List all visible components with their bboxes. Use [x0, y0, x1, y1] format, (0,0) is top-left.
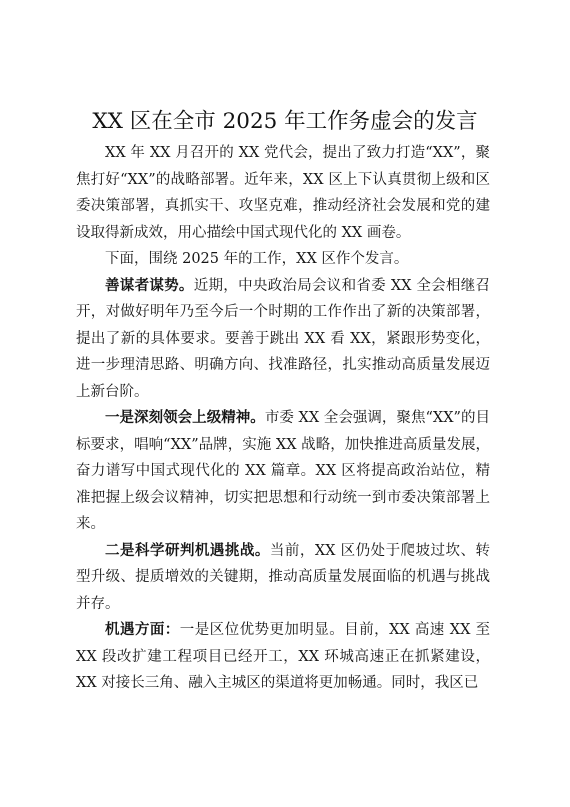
paragraph-text: 当前，XX 区仍处于爬坡过坎、转型升级、提质增效的关键期，推动高质量发展面临的机遇与挑战并存。: [76, 542, 491, 612]
paragraph-text: 近期，中央政治局会议和省委 XX 全会相继召开，对做好明年乃至今后一个时期的工作作出了新的决策部署，提出了新的具体要求。要善于跳出 XX 看 XX，紧跟形势变化，进一步理清思路、明确方向、找准路径，扎实推动高质量发展迈上新台阶。: [76, 277, 490, 400]
paragraph-point-two: [76, 538, 490, 618]
paragraph-text: XX 年 XX 月召开的 XX 党代会，提出了致力打造“XX”，聚焦打好“XX”的战略部署。近年来，XX 区上下认真贯彻上级和区委决策部署，真抓实干、攻坚克难，推动经济社会发展和党的建设取得新成效，用心描绘中国式现代化的 XX 画卷。: [76, 145, 490, 241]
document-body: [76, 140, 490, 697]
paragraph-strategy: [76, 273, 490, 406]
paragraph-lead: 善谋者谋势。: [105, 276, 194, 294]
paragraph-text: 一是区位优势更加明显。目前，XX 高速 XX 至 XX 段改扩建工程项目已经开工，XX 环城高速正在抓紧建设，XX 对接长三角、融入主城区的渠道将更加畅通。同时，我区已: [76, 622, 490, 691]
paragraph-lead: 一是深刻领会上级精神。: [105, 409, 265, 426]
paragraph-transition: [76, 246, 490, 273]
paragraph-text: 市委 XX 全会强调，聚焦“XX”的目标要求，唱响“XX”品牌，实施 XX 战略，加快推进高质量发展，奋力谱写中国式现代化的 XX 篇章。XX 区将提高政治站位，精准把握上级会议精神，切实把思想和行动统一到市委决策部署上来。: [76, 410, 491, 532]
paragraph-text: 下面，围绕 2025 年的工作，XX 区作个发言。: [105, 251, 409, 267]
paragraph-opportunities: [76, 617, 490, 697]
paragraph-point-one: [76, 405, 490, 538]
document-title: XX 区在全市 2025 年工作务虚会的发言: [92, 109, 478, 134]
paragraph-lead: 二是科学研判机遇挑战。: [105, 541, 270, 559]
paragraph-intro: [76, 140, 490, 246]
paragraph-lead: 机遇方面：: [105, 621, 180, 638]
